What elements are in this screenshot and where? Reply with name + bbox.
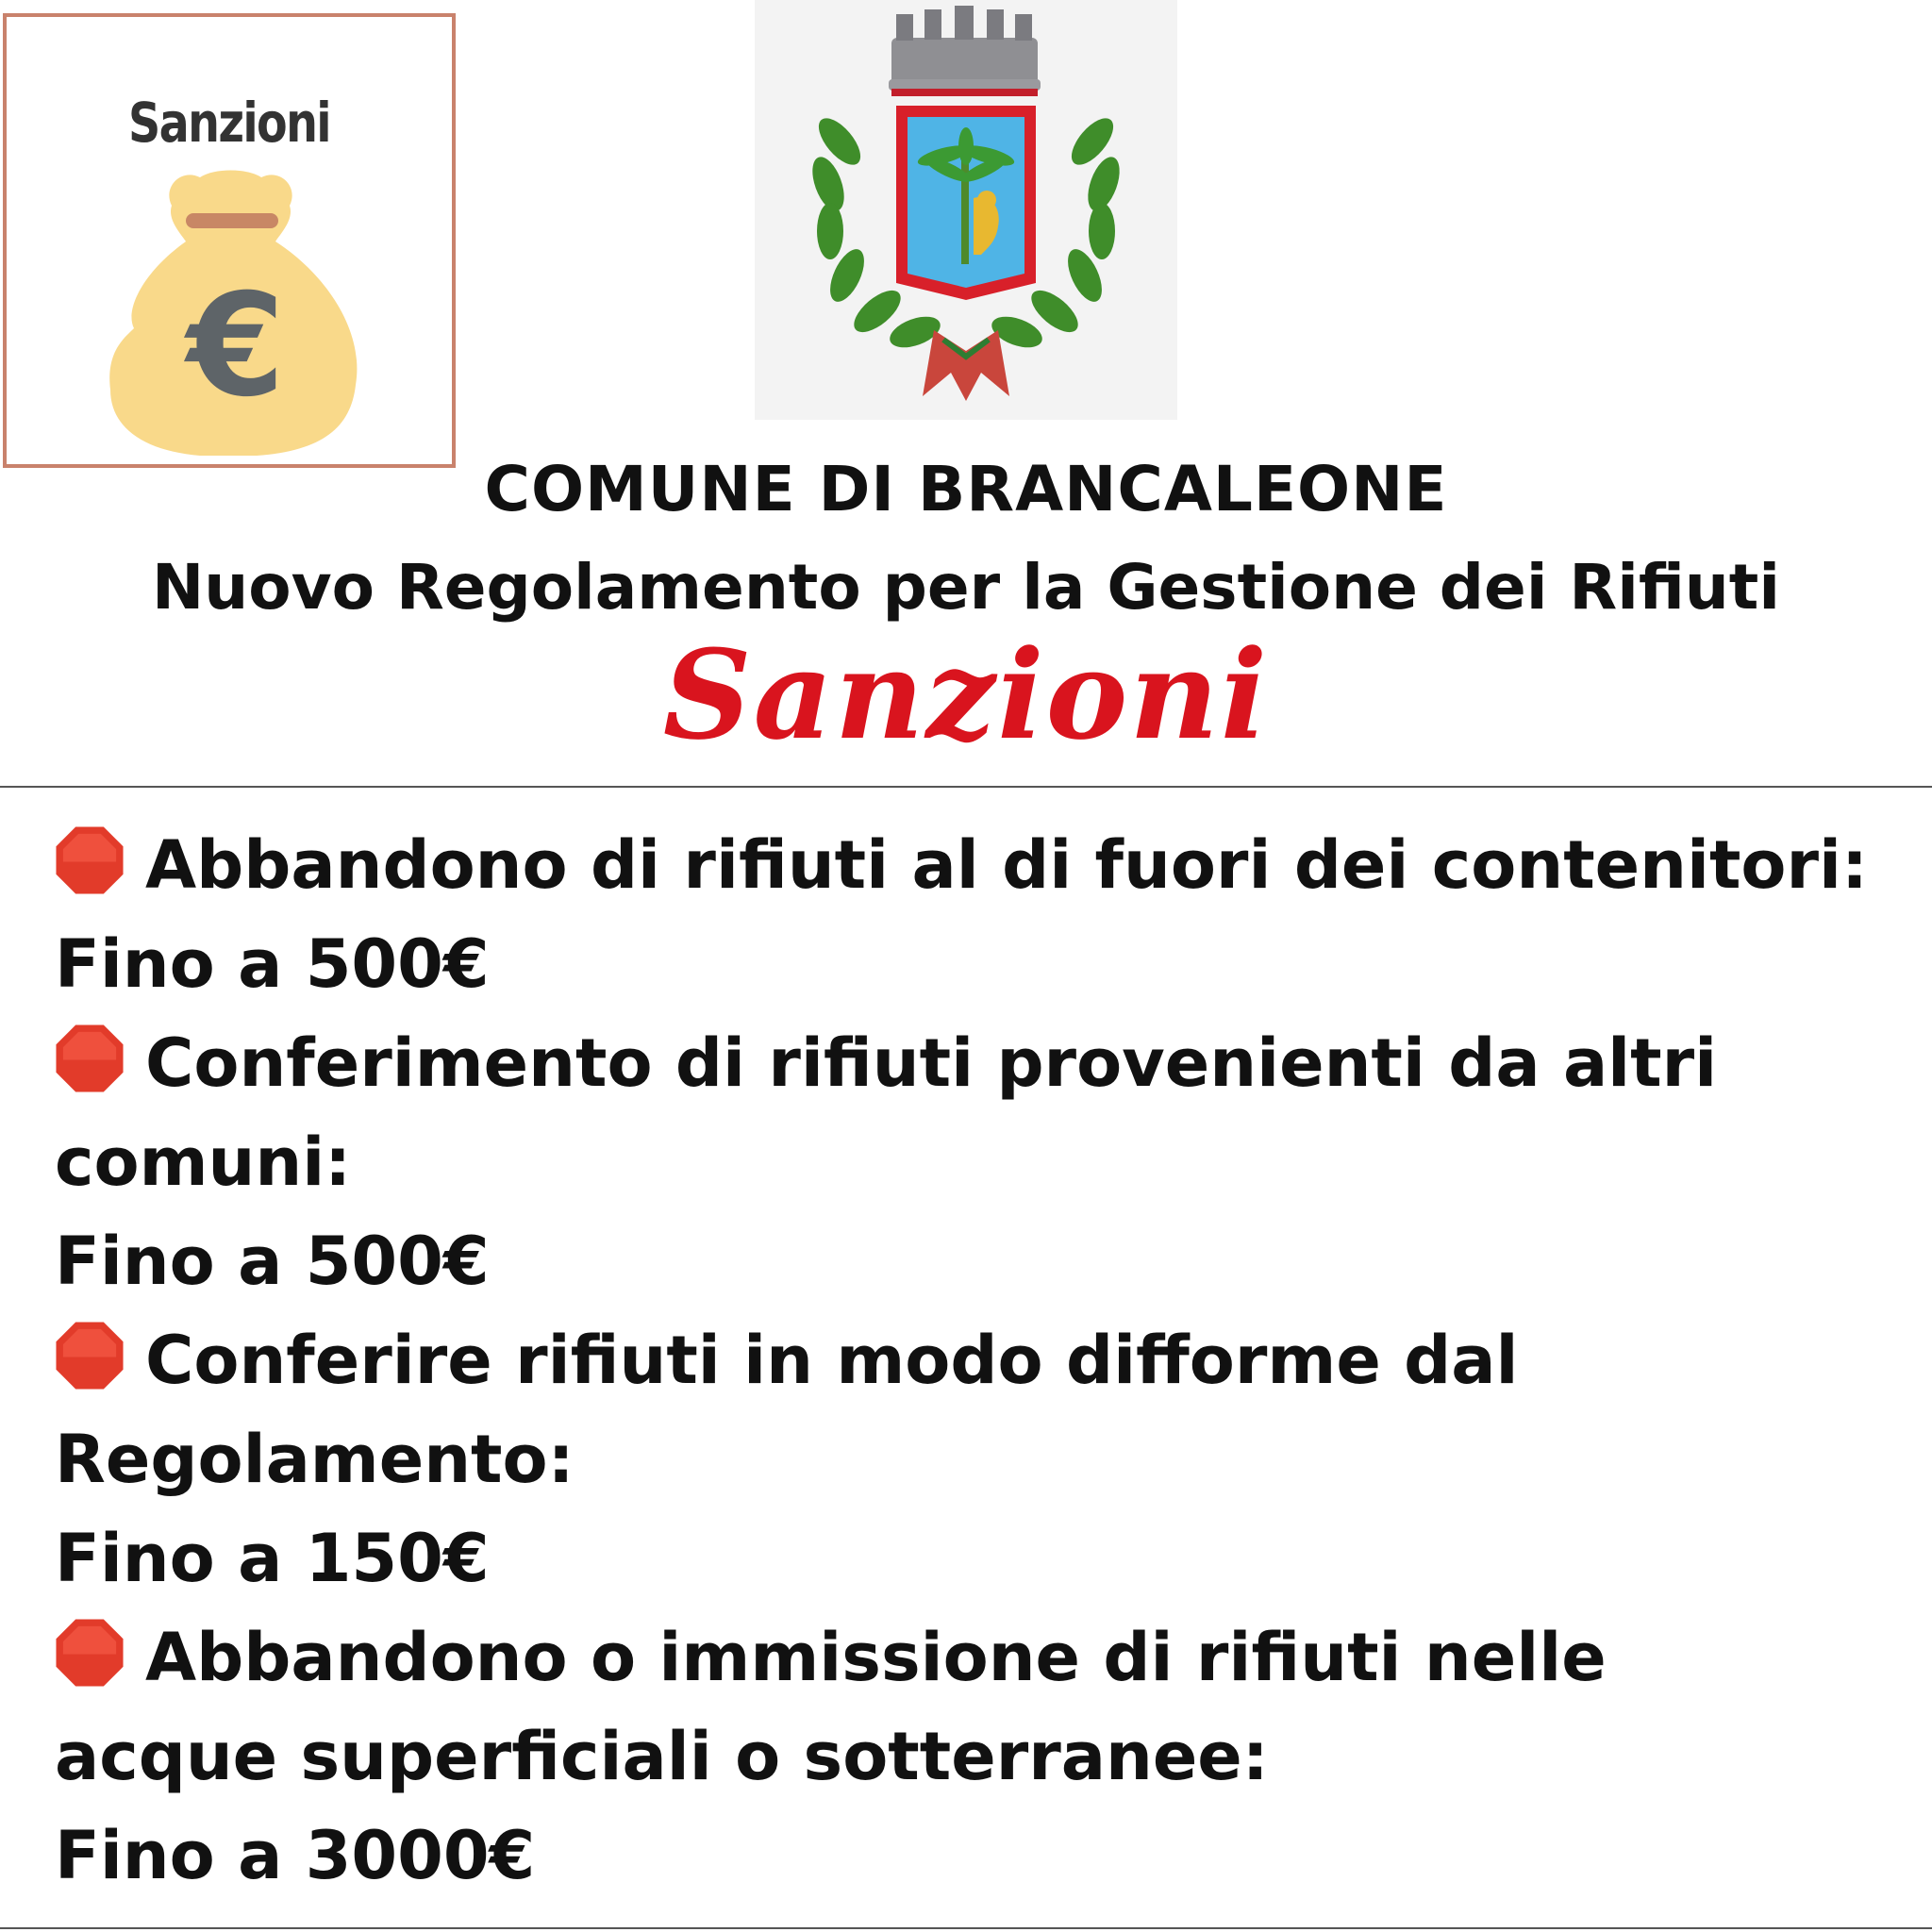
sanction-amount: Fino a 500€: [55, 925, 490, 1003]
sanction-description-line: Regolamento:: [55, 1421, 575, 1498]
sanction-amount: Fino a 500€: [55, 1223, 490, 1300]
crown-icon: [889, 6, 1041, 96]
sanction-description-line: comuni:: [55, 1124, 352, 1201]
sanction-amount: Fino a 150€: [55, 1520, 490, 1597]
sanctions-heading: Sanzioni: [662, 623, 1270, 767]
sanction-description-line: Conferimento di rifiuti provenienti da altri: [55, 1014, 1904, 1113]
sanction-description-line: Abbandono o immissione di rifiuti nelle: [55, 1608, 1904, 1707]
sanctions-list: [55, 816, 1904, 1906]
divider-bottom: [0, 1927, 1932, 1929]
sanction-description-line: Abbandono di rifiuti al di fuori dei contenitori:: [55, 816, 1904, 915]
sanction-description-line: acque superficiali o sotterranee:: [55, 1718, 1269, 1795]
stop-sign-icon: [55, 1321, 125, 1391]
sanction-description-line: Conferire rifiuti in modo difforme dal: [55, 1311, 1904, 1410]
document-subtitle: Nuovo Regolamento per la Gestione dei Rifiuti: [152, 551, 1780, 624]
coat-of-arms-icon: [755, 0, 1177, 420]
sanction-item: [55, 1311, 1904, 1608]
divider-top: [0, 786, 1932, 788]
stop-sign-icon: [55, 825, 125, 895]
sanction-item: [55, 816, 1904, 1014]
svg-text:€: €: [186, 264, 286, 428]
stop-sign-icon: [55, 1024, 125, 1093]
sanction-amount: Fino a 3000€: [55, 1817, 536, 1894]
icon-box-label: Sanzioni: [128, 91, 330, 155]
sanction-item: [55, 1014, 1904, 1311]
sanctions-icon-box: [3, 13, 456, 468]
organization-title: COMUNE DI BRANCALEONE: [484, 453, 1448, 525]
stop-sign-icon: [55, 1618, 125, 1688]
sanction-item: [55, 1608, 1904, 1906]
money-bag-euro-icon: [106, 168, 370, 460]
